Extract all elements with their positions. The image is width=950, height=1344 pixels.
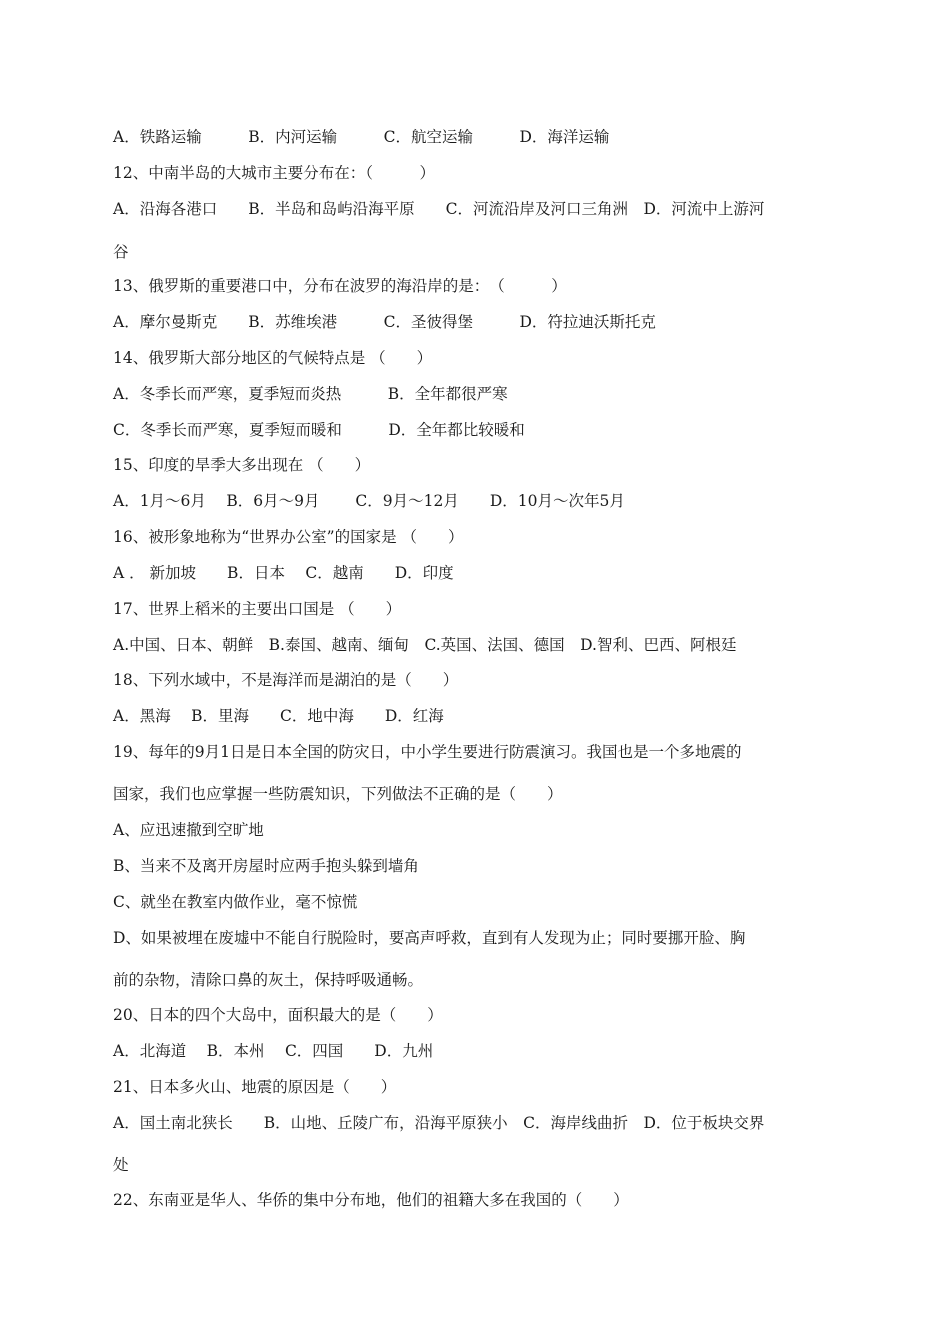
question-12: 12、中南半岛的大城市主要分布在：（ ） — [113, 164, 435, 182]
question-21: 21、日本多火山、地震的原因是（ ） — [113, 1078, 397, 1096]
answer-options-q12-continued: 谷 — [113, 243, 129, 261]
answer-options-q18: A．黑海 B．里海 C．地中海 D．红海 — [113, 707, 444, 725]
answer-options-q16: A ． 新加坡 B．日本 C．越南 D．印度 — [113, 564, 454, 582]
question-20: 20、日本的四个大岛中，面积最大的是（ ） — [113, 1006, 443, 1024]
answer-options-q15: A．1月～6月 B．6月～9月 C．9月～12月 D．10月～次年5月 — [113, 492, 625, 510]
answer-options-q14-cd: C．冬季长而严寒，夏季短而暖和 D．全年都比较暖和 — [113, 421, 525, 439]
answer-option-q19-c: C、就坐在教室内做作业，毫不惊慌 — [113, 893, 358, 911]
answer-options-q14-ab: A．冬季长而严寒，夏季短而炎热 B．全年都很严寒 — [113, 385, 508, 403]
question-13: 13、俄罗斯的重要港口中，分布在波罗的海沿岸的是： （ ） — [113, 277, 567, 295]
answer-options-q21: A．国土南北狭长 B．山地、丘陵广布，沿海平原狭小 C．海岸线曲折 D．位于板块交界 — [113, 1114, 765, 1132]
answer-option-q19-d: D、如果被埋在废墟中不能自行脱险时，要高声呼救，直到有人发现为止；同时要挪开脸、胸 — [113, 929, 746, 947]
answer-options-q17: A.中国、日本、朝鲜 B.泰国、越南、缅甸 C.英国、法国、德国 D.智利、巴西、阿根廷 — [113, 636, 737, 654]
answer-options-q11: A．铁路运输 B．内河运输 C．航空运输 D．海洋运输 — [113, 128, 610, 146]
question-19: 19、每年的9月1日是日本全国的防灾日，中小学生要进行防震演习。我国也是一个多地震的 — [113, 743, 742, 761]
answer-options-q20: A．北海道 B．本州 C．四国 D．九州 — [113, 1042, 434, 1060]
question-14: 14、俄罗斯大部分地区的气候特点是 （ ） — [113, 349, 433, 367]
question-19-continued: 国家，我们也应掌握一些防震知识，下列做法不正确的是（ ） — [113, 785, 563, 803]
answer-option-q19-d-continued: 前的杂物，清除口鼻的灰土，保持呼吸通畅。 — [113, 971, 424, 989]
question-16: 16、被形象地称为“世界办公室”的国家是 （ ） — [113, 528, 464, 546]
question-18: 18、下列水域中，不是海洋而是湖泊的是（ ） — [113, 671, 459, 689]
answer-options-q21-continued: 处 — [113, 1156, 129, 1174]
answer-option-q19-a: A、应迅速撤到空旷地 — [113, 821, 264, 839]
question-17: 17、世界上稻米的主要出口国是 （ ） — [113, 600, 402, 618]
answer-option-q19-b: B、当来不及离开房屋时应两手抱头躲到墙角 — [113, 857, 419, 875]
answer-options-q13: A．摩尔曼斯克 B．苏维埃港 C．圣彼得堡 D．符拉迪沃斯托克 — [113, 313, 656, 331]
answer-options-q12: A．沿海各港口 B．半岛和岛屿沿海平原 C．河流沿岸及河口三角洲 D．河流中上游河 — [113, 200, 765, 218]
question-15: 15、印度的旱季大多出现在 （ ） — [113, 456, 371, 474]
question-22: 22、东南亚是华人、华侨的集中分布地，他们的祖籍大多在我国的（ ） — [113, 1191, 629, 1209]
